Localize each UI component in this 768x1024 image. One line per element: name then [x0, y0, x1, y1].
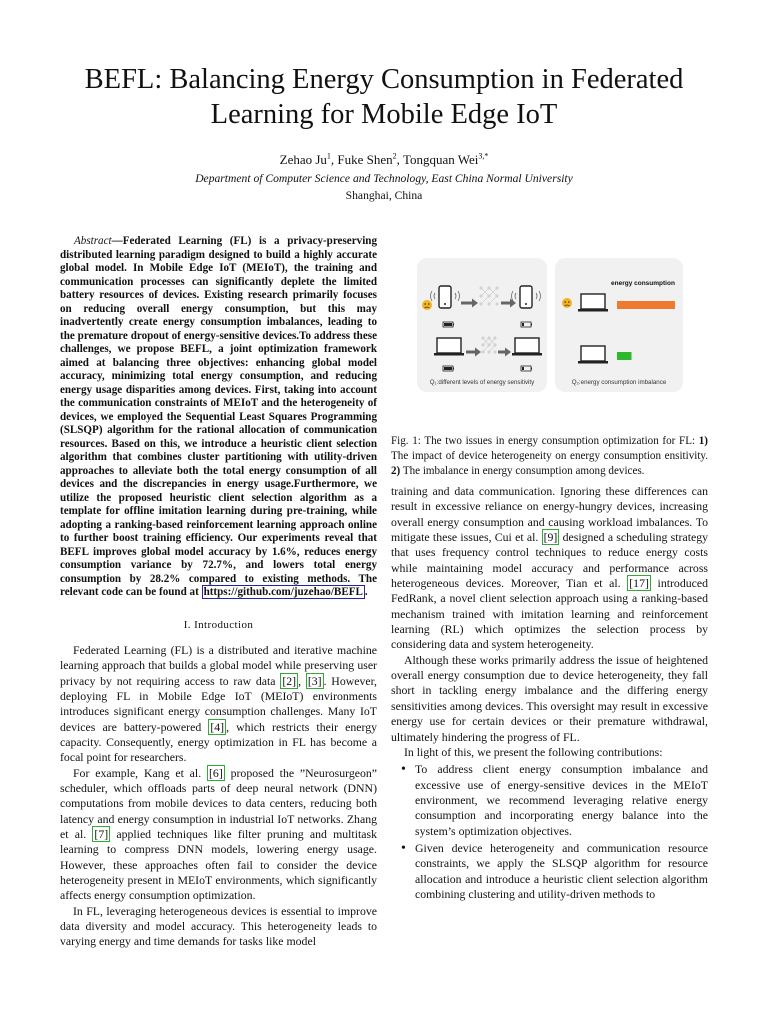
affiliation-location: Shanghai, China: [345, 189, 423, 202]
right-column: [391, 484, 708, 904]
left-column: [60, 235, 377, 950]
affiliation: Department of Computer Science and Technology, East China Normal University: [195, 172, 573, 185]
abstract-body: Federated Learning (FL) is a privacy-preserving distributed learning paradigm designed to build a highly accurate global model. In Mobile Edge IoT (MEIoT), the training and communication processes can significantly deplete the limited battery resources of devices. Existing research primarily focuses on reducing overall energy consumption, but this may inadvertently create energy consumption imbalances, leading to the premature dropout of energy-sensitive devices.To address these challenges, we propose BEFL, a joint optimization framework aimed at balancing three objectives: enhancing global model accuracy, minimizing total energy consumption, and reducing energy usage disparities among devices. First, taking into account the communication constraints of MEIoT and the heterogeneity of devices, we employed the Sequential Least Squares Programming (SLSQP) algorithm for the rational allocation of communication resources. Based on this, we introduce a heuristic client selection algorithm that combines cluster partitioning with utility-driven approaches to alleviate both the total energy consumption of all devices and the discrepancies in energy usage.Furthermore, we utilize the proposed heuristic client selection algorithm as a template for offline imitation learning during pre-training, while adopting a ranking-based reinforcement learning approach online to further boost training efficiency. Our experiments reveal that BEFL improves global model accuracy by 1.6%, reduces energy consumption variance by 72.7%, and lowers total energy consumption by 28.2% compared to existing methods. The relevant code can be found at: [60, 235, 377, 598]
laptop-icon: [434, 338, 464, 356]
intro-paragraph: [60, 766, 377, 904]
intro-text: designed a scheduling strategy that uses frequency control techniques to reduce energy costs while maintaining model accuracy and performance across heterogeneous devices. Moreover, Tian et al.: [391, 530, 709, 591]
abstract-end: .: [364, 586, 368, 598]
author-affil-mark: 2: [392, 151, 397, 161]
intro-text: . However, deploying FL in Mobile Edge IoT (MEIoT) environments introduces significant energy consumption challenges. Many IoT devices are battery-powered: [60, 673, 378, 734]
intro-paragraph: In light of this, we present the following contributions:: [404, 744, 663, 759]
contribution-item: • Given device heterogeneity and communication resource constraints, we apply the SLSQP algorithm for resource allocation and introduce a heuristic client selection algorithm combining clustering and utility-driven methods to: [415, 841, 708, 902]
citation-link[interactable]: [4]: [210, 719, 225, 734]
panel1-label: Q₁:different levels of energy sensitivity: [429, 379, 535, 386]
caption-item-number: 1): [698, 435, 708, 447]
abstract-dash: —: [111, 235, 123, 247]
author-list: Zehao Ju$^1$, Fuke Shen$^2$, Tongquan Wei$^{3,*}$: [279, 151, 489, 167]
intro-text: Federated Learning (FL) is a distributed and iterative machine learning approach that builds a global model while preserving user privacy by not requiring access to raw data: [60, 642, 377, 688]
paper-title: BEFL: Balancing Energy Consumption in Federated Learning for Mobile Edge IoT: [84, 64, 684, 130]
energy-bar-low: [617, 352, 632, 360]
author-name: Tongquan Wei: [402, 152, 479, 167]
figure-1: [417, 248, 683, 392]
battery-full-icon: [443, 322, 454, 327]
figure-panel-energy-imbalance: [555, 258, 683, 392]
author-affil-mark: 1: [326, 151, 331, 161]
smartphone-icon: [512, 286, 541, 308]
figure-caption: [391, 434, 708, 479]
contribution-item: • To address client energy consumption imbalance and excessive use of energy-sensitive devices in the MEIoT environment, we recommend leveraging relative energy consumption and incorporating energy balance into the system’s optimization objectives.: [415, 762, 708, 839]
intro-text: proposed the ”Neurosurgeon” scheduler, which offloads parts of deep neural network (DNN) computations from mobile devices to data centers, reducing both latency and energy consumption in industrial IoT networks. Zhang et al.: [60, 765, 378, 841]
battery-low-icon: [521, 322, 532, 327]
intro-paragraph: Although these works primarily address the issue of heightened overall energy consumption due to device heterogeneity, they fall short in tackling energy imbalance and the differing energy sensitivities among devices. This oversight may result in excessive energy use for certain devices or their premature withdrawal, ultimately hindering the progress of FL.: [391, 652, 708, 744]
abstract-label: Abstract: [74, 235, 112, 247]
author-name: Fuke Shen: [337, 152, 393, 167]
citation-link[interactable]: [17]: [629, 576, 649, 591]
panel2-title: energy consumption: [611, 280, 675, 287]
intro-text: , which restricts their energy capacity. Consequently, energy optimization in FL has become a focal point for researchers.: [60, 719, 378, 765]
caption-text: Fig. 1: The two issues in energy consumption optimization for FL:: [391, 435, 696, 447]
section-heading-introduction: I. Introduction: [183, 618, 254, 631]
battery-low-icon: [521, 366, 532, 371]
battery-full-icon: [443, 366, 454, 371]
abstract: [60, 235, 377, 600]
intro-paragraph: [60, 643, 377, 766]
caption-text: The imbalance in energy consumption among devices.: [402, 465, 645, 477]
citation-link[interactable]: [7]: [94, 826, 109, 841]
intro-text: applied techniques like filter pruning and multitask learning to compress DNN models, lowering energy usage. However, these approaches often fail to consider the device heterogeneity present in MEIoT environments, which significantly affects energy consumption optimization.: [60, 826, 377, 903]
citation-link[interactable]: [2]: [282, 673, 297, 688]
citation-link[interactable]: [9]: [543, 530, 558, 545]
intro-paragraph: [391, 484, 708, 653]
smartphone-icon: [431, 286, 460, 308]
intro-text: introduced FedRank, a novel client selection approach using a ranking-based mechanism trained with imitation learning and reinforcement learning (RL) which optimizes the selection process by considering data and system heterogeneity.: [391, 576, 708, 652]
intro-text: For example, Kang et al.: [73, 765, 202, 780]
citation-link[interactable]: [6]: [209, 765, 223, 780]
figure-panel-energy-sensitivity: [417, 258, 547, 392]
energy-bar-high: [617, 301, 675, 309]
panel2-label: Q₂:energy consumption imbalance: [571, 379, 667, 386]
author-name: Zehao Ju: [279, 152, 327, 167]
code-link[interactable]: https://github.com/juzehao/BEFL: [203, 586, 363, 598]
intro-text: training and data communication. Ignoring these differences can result in excessive reliance on energy-hungry devices, increasing overall energy consumption and causing workload imbalances. To mitigate these issues, Cui et al.: [391, 484, 708, 545]
citation-link[interactable]: [3]: [307, 673, 322, 688]
panel2-illustration: [555, 258, 683, 392]
laptop-icon: [578, 294, 608, 312]
caption-item-number: 2): [391, 465, 401, 477]
caption-text: The impact of device heterogeneity on energy consumption ensitivity.: [391, 450, 708, 462]
sad-face-icon: [422, 300, 432, 310]
contribution-list: [391, 762, 708, 902]
author-affil-mark: 3,*: [478, 151, 489, 161]
laptop-icon: [578, 346, 608, 364]
laptop-icon: [512, 338, 542, 356]
intro-paragraph: In FL, leveraging heterogeneous devices is essential to improve data diversity and model accuracy. This heterogeneity leads to varying energy and time demands for tasks like model: [60, 903, 377, 949]
sad-face-icon: [562, 298, 572, 308]
intro-text: ,: [298, 673, 302, 688]
panel1-illustration: [417, 258, 547, 392]
neural-network-icon: [480, 287, 498, 305]
